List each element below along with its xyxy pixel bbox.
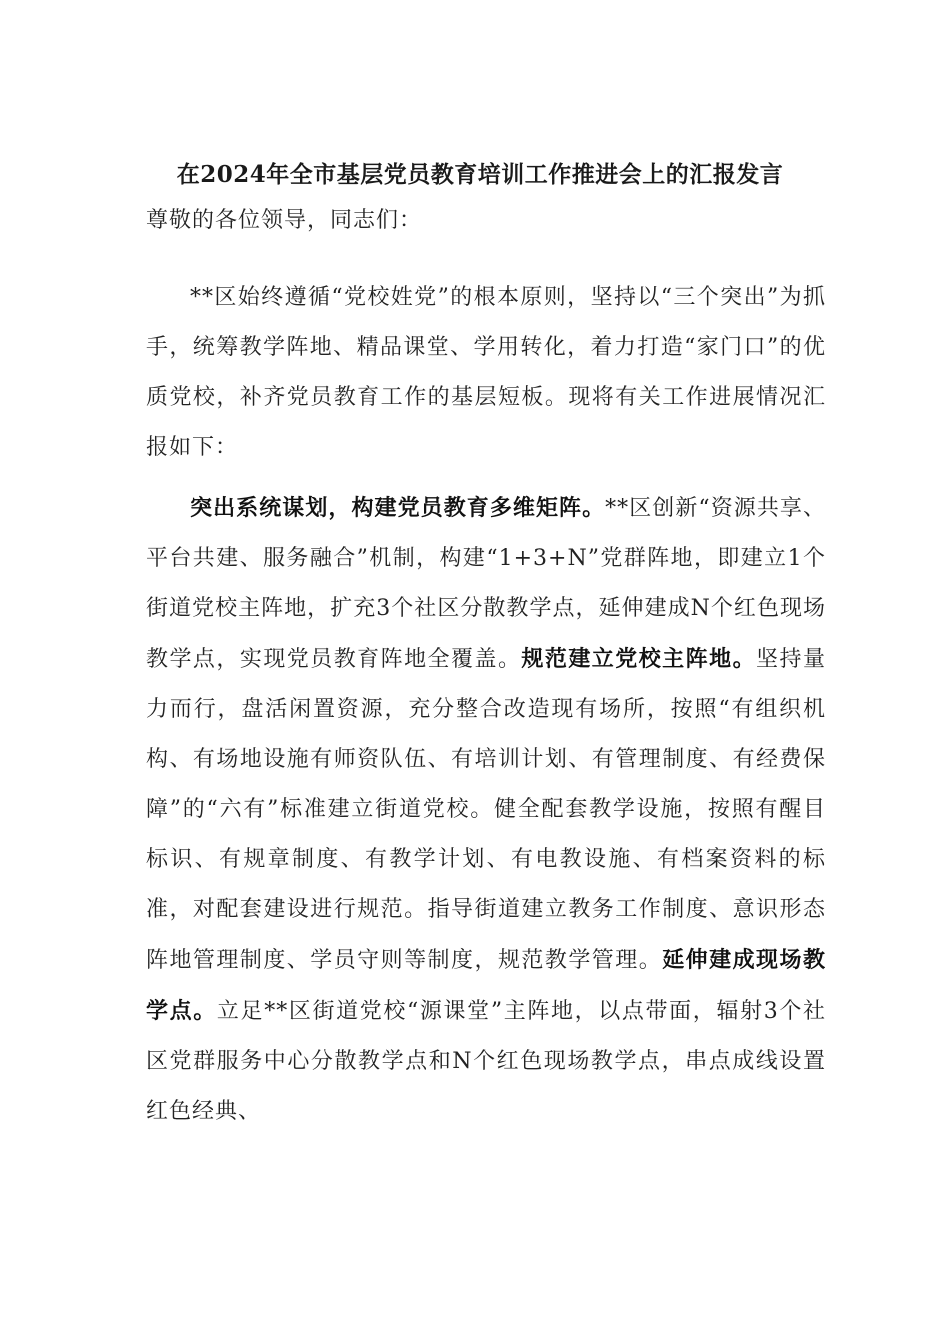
salutation: 尊敬的各位领导，同志们： <box>146 208 423 233</box>
subsection-text-onsite-points: 立足**区街道党校“源课堂”主阵地，以点带面，辐射3个社区党群服务中心分散教学点和N个红色现场教学点，串点成线设置红色经典、 <box>146 999 826 1124</box>
document-title: 在2024年全市基层党员教育培训工作推进会上的汇报发言 <box>176 161 784 188</box>
section-heading: 突出系统谋划，构建党员教育多维矩阵。 <box>190 495 606 521</box>
section-paragraph <box>146 483 826 1137</box>
intro-paragraph: **区始终遵循“党校姓党”的根本原则，坚持以“三个突出”为抓手，统筹教学阵地、精品课堂、学用转化，着力打造“家门口”的优质党校，补齐党员教育工作的基层短板。现将有关工作进展情况汇报如下： <box>146 285 826 460</box>
subsection-heading-main-base: 规范建立党校主阵地。 <box>521 646 757 672</box>
subsection-text-main-base: 坚持量力而行，盘活闲置资源，充分整合改造现有场所，按照“有组织机构、有场地设施有师资队伍、有培训计划、有管理制度、有经费保障”的“六有”标准建立街道党校。健全配套教学设施，按照有醒目标识、有规章制度、有教学计划、有电教设施、有档案资料的标准，对配套建设进行规范。指导街道建立教务工作制度、意识形态阵地管理制度、学员守则等制度，规范教学管理。 <box>146 647 826 973</box>
section-text: **区创新“资源共享、平台共建、服务融合”机制，构建“1+3+N”党群阵地，即建立1个街道党校主阵地，扩充3个社区分散教学点，延伸建成N个红色现场教学点，实现党员教育阵地全覆盖。 <box>146 496 826 672</box>
subsection-heading-onsite-points: 延伸建成现场教学点。 <box>146 947 826 1024</box>
